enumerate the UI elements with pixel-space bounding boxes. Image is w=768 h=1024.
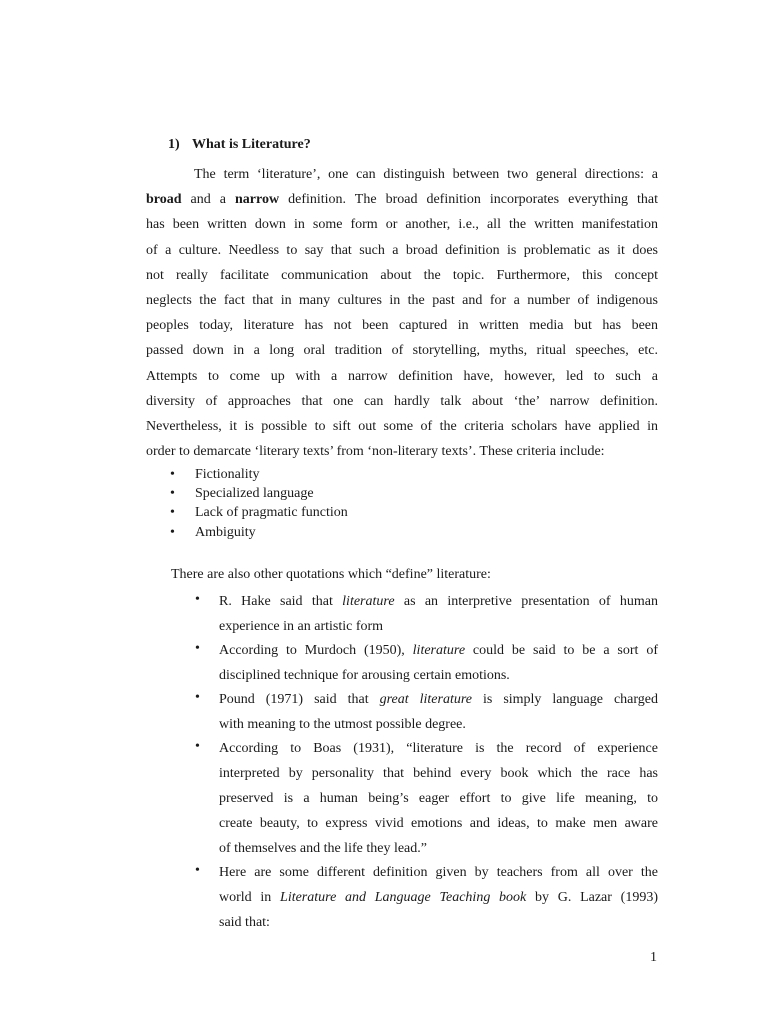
page-number: 1 bbox=[650, 950, 657, 965]
paragraph-line: broad and a narrow definition. The broad definition incorporates everything that bbox=[146, 192, 658, 208]
section-title: What is Literature? bbox=[192, 137, 311, 152]
quotations-list bbox=[146, 592, 658, 933]
list-item: • Ambiguity bbox=[146, 523, 348, 542]
list-item: • Lack of pragmatic function bbox=[146, 503, 348, 522]
bullet-icon: • bbox=[170, 467, 175, 482]
list-item: • Fictionality bbox=[146, 465, 348, 484]
paragraph-line: The term ‘literature’, one can distinguish between two general directions: a bbox=[194, 167, 658, 182]
bullet-icon: • bbox=[195, 863, 200, 878]
quotation-item: • Pound (1971) said that great literature is simply language charged with meaning to the utmost possible degree. bbox=[195, 690, 658, 732]
section-number: 1) bbox=[168, 137, 180, 152]
paragraph-line: Nevertheless, it is possible to sift out some of the criteria scholars have applied in bbox=[146, 418, 658, 434]
paragraph-line: has been written down in some form or another, i.e., all the written manifestation bbox=[146, 217, 658, 233]
section-heading bbox=[168, 137, 311, 153]
list-item: • Specialized language bbox=[146, 484, 348, 503]
bullet-icon: • bbox=[170, 505, 175, 521]
intro-paragraph bbox=[146, 162, 658, 464]
bullet-icon: • bbox=[195, 641, 200, 656]
bullet-icon: • bbox=[195, 690, 200, 705]
quotation-item: • According to Murdoch (1950), literature could be said to be a sort of disciplined technique for arousing certain emotions. bbox=[195, 641, 658, 683]
quotation-item: • R. Hake said that literature as an interpretive presentation of human experience in an artistic form bbox=[195, 592, 658, 634]
paragraph-line: not really facilitate communication about the topic. Furthermore, this concept bbox=[146, 267, 658, 283]
bullet-icon: • bbox=[195, 739, 200, 754]
bullet-icon: • bbox=[170, 524, 175, 540]
bullet-icon: • bbox=[195, 592, 200, 607]
criteria-list bbox=[146, 465, 348, 542]
paragraph-line: diversity of approaches that one can hardly talk about ‘the’ narrow definition. bbox=[146, 393, 658, 409]
paragraph-line: of a culture. Needless to say that such a broad definition is problematic as it does bbox=[146, 242, 658, 258]
paragraph-line: passed down in a long oral tradition of storytelling, myths, ritual speeches, etc. bbox=[146, 343, 658, 359]
quotations-intro: There are also other quotations which “define” literature: bbox=[171, 567, 491, 582]
term-narrow: narrow bbox=[235, 192, 280, 208]
paragraph-line: peoples today, literature has not been captured in written media but has been bbox=[146, 318, 658, 334]
bullet-icon: • bbox=[170, 486, 175, 502]
paragraph-line: neglects the fact that in many cultures in the past and for a number of indigenous bbox=[146, 292, 658, 308]
quotation-item: • According to Boas (1931), “literature is the record of experience interpreted by personality that behind every book which the race has preserved is a human being’s eager effort to give life meaning, to create beauty, to express vivid emotions and ideas, to make men aware of themselves and the life they lead.” bbox=[195, 739, 658, 856]
paragraph-line: order to demarcate ‘literary texts’ from ‘non-literary texts’. These criteria include: bbox=[146, 444, 605, 460]
paragraph-line: Attempts to come up with a narrow definition have, however, led to such a bbox=[146, 368, 658, 384]
quotation-item: • Here are some different definition given by teachers from all over the world in Literature and Language Teaching book by G. Lazar (1993) said that: bbox=[195, 863, 658, 930]
term-broad: broad bbox=[146, 192, 182, 208]
